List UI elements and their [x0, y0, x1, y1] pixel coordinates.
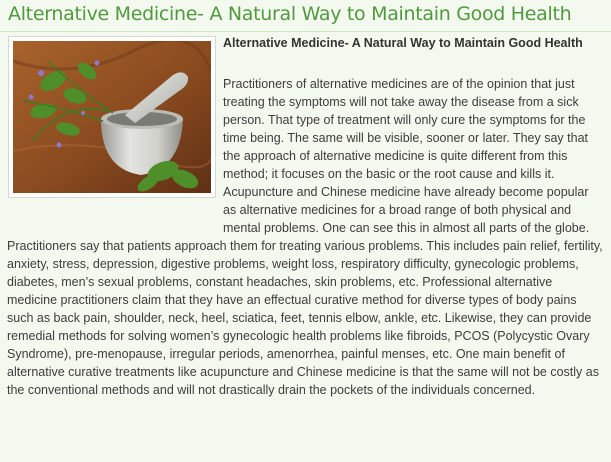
article-body: [7, 75, 603, 399]
image-wrap-spacer: [7, 75, 223, 235]
article-body-text: Practitioners of alternative medicines are of the opinion that just treating the symptoms will not take away the disease from a sick person. That type of treatment will only cure the symptoms for the time being. The same will be visible, sooner or later. They say that the approach of alternative medicine is quite different from this method; it focuses on the basic or the root cause and kills it. Acupuncture and Chinese medicine have already become popular as alternative medicines for a broad range of both physical and mental problems. One can see this in almost all parts of the globe. Practitioners say that patients approach them for treating various problems. This includes pain relief, fertility, anxiety, stress, depression, digestive problems, weight loss, respiratory difficulty, gynecologic problems, diabetes, men’s sexual problems, constant headaches, skin problems, etc. Professional alternative medicine practitioners claim that they have an effectual curative method for diverse types of body pains such as back pain, shoulder, neck, heel, sciatica, feet, tennis elbow, ankle, etc. Likewise, they can provide remedial methods for solving women’s gynecologic health problems like fibroids, PCOS (Polycystic Ovary Syndrome), pre-menopause, irregular periods, amenorrhea, painful menses, etc. One main benefit of alternative curative treatments like acupuncture and Chinese medicine is that the same will not be costly as the conventional methods and will not drastically drain the pockets of the individuals concerned.: [7, 77, 603, 397]
article-heading: Alternative Medicine- A Natural Way to Maintain Good Health: [223, 36, 583, 50]
page-title: Alternative Medicine- A Natural Way to Maintain Good Health: [8, 3, 572, 25]
title-divider: [0, 31, 611, 32]
